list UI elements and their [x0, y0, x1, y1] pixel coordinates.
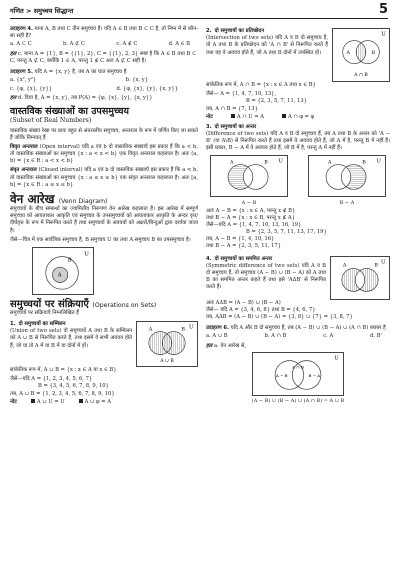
note-text: A ∩ φ = φ: [288, 113, 315, 120]
section-subtitle: (Venn Diagram): [58, 197, 108, 205]
intersection-example: [206, 91, 390, 121]
circle-b: [162, 332, 185, 355]
solution-text: d. दिया है, A = {x, y}, तब P(A) = {φ, {x}, {y}, {x, y}}: [17, 95, 153, 102]
option-a: a. A ⊂ C: [10, 41, 32, 48]
example-5: [10, 69, 198, 103]
bullet-icon: [231, 114, 235, 118]
paragraph: जैसे—चित्र में एक सार्वत्रिक समुच्चय है, B समुच्चय U का तथा A समुच्चय B का उपसमुच्चय है।: [10, 236, 191, 243]
section-title-text: समुच्चयों पर संक्रियाएँ: [10, 298, 89, 310]
example-question: यदि A = {x, y} है, तब A का घात समुच्चय है: [34, 68, 127, 75]
page-number: 5: [378, 2, 388, 17]
option-b: b. {x, y}: [125, 77, 148, 84]
option-d: d. A ∈ B: [168, 41, 190, 48]
solution-text: a. वेन आरेख से,: [213, 342, 247, 349]
item-heading: दो समुच्चयों का सम्मिलन: [18, 321, 66, 328]
term-text: (Open interval) यदि a एवं b दो वास्तविक संख्याएँ इस प्रकार हैं कि a < b, तो वास्तविक संख्याओं का समुच्चय {x : a < x < b} एक विवृत अन्तराल कहलाता है। अतः (a, b) = {x ∈ R : a < x < b}: [10, 143, 199, 165]
example-line: जैसे—यदि A = {1, 2, 3, 4, 5, 6, 7}: [10, 376, 93, 383]
section-subtitle: (Subset of Real Numbers): [10, 116, 92, 124]
bullet-icon: [31, 399, 35, 403]
paragraph: वास्तविक संख्या रेखा पर प्रायः बहुत से अंतरालीय समुच्चय, अन्तराल के रूप में वर्णित किए जा सकते हैं जोकि निम्नवत् हैं: [10, 127, 198, 141]
options-row: [206, 333, 390, 340]
symbolic-form: सांकेतिक रूप में, A ∩ B = {x : x ∈ A तथा x ∈ B}: [206, 82, 316, 88]
term: संवृत अन्तराल: [10, 167, 37, 174]
paragraph: (Union of two sets) दो समुच्चयों A तथा B के सम्मिलन को A ∪ B से निरूपित करते हैं, तथा इसमें वे सभी अवयव होते हैं, जो या तो A में या B में या दोनों में हों।: [10, 328, 132, 349]
item-number: 1.: [10, 321, 16, 328]
paragraph: (Intersection of two sets) यदि A व B दो समुच्चय हैं, तो A तथा B के प्रतिच्छेदन को 'A ∩ B' से निरूपित करते हैं तथा यह वे अवयव होते हैं, जो A तथा B दोनों में उपस्थित हों।: [206, 35, 328, 56]
example-6: [206, 325, 390, 404]
item-heading: दो समुच्चयों का अन्तर: [214, 123, 257, 130]
difference-example: [206, 208, 390, 251]
label-b: B: [362, 160, 366, 166]
option-a: a. {x², y²}: [10, 77, 37, 84]
example-line: B = {3, 4, 5, 6, 7, 8, 9, 10}: [38, 383, 109, 390]
label-a: A: [57, 272, 62, 279]
section-subtitle: (Operations on Sets): [92, 301, 157, 309]
venn-diagram-union: [136, 321, 198, 367]
label-u: U: [189, 324, 194, 331]
numbered-heading: [206, 124, 390, 131]
option-c: c. {φ, {x}, {y}}: [10, 86, 53, 93]
page-header: [10, 2, 388, 19]
example-line: जैसे— यदि A = {3, 4, 6, 8} तथा B = {4, 6, 7}: [206, 306, 316, 313]
example-question: यदि A और B दो समुच्चय हैं, तब (A − B) ∪ (B − A) ∪ (A ∩ B) बराबर है: [230, 325, 386, 332]
note-text: A ∪ U = U: [36, 398, 65, 405]
left-column: [10, 26, 198, 406]
label-b: B: [371, 51, 376, 57]
options-row: [10, 41, 198, 48]
option-c: c. A: [323, 333, 334, 340]
venn-diagram-subset: [32, 247, 94, 295]
solution-label: हल: [206, 342, 213, 349]
note-item: [79, 399, 111, 406]
item-number: 3.: [206, 123, 212, 130]
section-title-ops: [10, 299, 198, 310]
caption: (A − B) ∪ (B − A) ∪ (A ∩ B) = A ∪ B: [251, 397, 345, 404]
example-line: जैसे—यदि A = {1, 4, 7, 10, 13, 16, 19}: [206, 221, 302, 228]
label-a: A: [148, 327, 153, 333]
example-line: B = {2, 3, 5, 7, 11, 13}: [246, 98, 307, 105]
option-a: a. A ∪ B: [206, 333, 228, 340]
option-b: b. A ∩ B: [264, 333, 287, 340]
note-item: [31, 399, 65, 406]
label-a-minus-b: A − B: [275, 372, 288, 378]
paragraph: (Symmetric difference of two sets) यदि A व B दो समुच्चय हैं, तो समुच्चय (A − B) ∪ (B − A) को A तथा B का सममित अन्तर कहते हैं तथा इसे 'AΔB' से निरूपित करते हैं।: [206, 262, 326, 291]
union-example: [10, 376, 198, 406]
example-question: माना A, B तथा C तीन समुच्चय हैं। यदि A ∈ B तथा B ⊂ C है, तो निम्न में से कौन-सा सही है?: [10, 26, 198, 40]
example-line: तथा B − A = {x : x ∈ B, परन्तु x ∉ A}: [206, 214, 295, 221]
label-a-intersect-b: A ∩ B: [292, 363, 304, 369]
venn-diagram-symmetric-difference: [330, 256, 390, 300]
paragraph: (Difference of two sets) यदि A व B दो समुच्चय हैं, तब A तथा B के अन्तर को 'A − B' (या A\B) से निरूपित करते हैं तथा इसमें वे अवयव होते हैं, जो A में है, परन्तु B में नहीं हैं। इसी प्रकार, B − A में वे अवयव होते हैं, जो B में है, परन्तु A में नहीं हैं।: [206, 131, 390, 152]
paragraph: समुच्चयों के बीच सम्बन्धों का ज्यामितीय निरूपण वेन आरेख कहलाता है। इस आरेख में सम्पूर्ण समुच्चय को आयताकार आकृति एवं समुच्चय के उपसमुच्चयों को आयताकार आकृति के अन्दर वृत्त/दीर्घवृत्त के रूप में निरूपित करते हैं तथा समुच्चयों के अवयवों को अक्षरों/बिन्दुओं द्वारा दर्शाया जाता है।: [10, 206, 198, 234]
note-item: [231, 114, 264, 121]
example-line: B = {2, 3, 5, 7, 11, 13, 17, 19}: [246, 229, 327, 236]
breadcrumb: गणित > समुच्चय सिद्धान्त: [10, 7, 74, 16]
note-row: [10, 399, 198, 406]
example-line: अतः AΔB = (A − B) ∪ (B − A): [206, 299, 281, 306]
label-u: U: [278, 158, 283, 165]
symmetric-difference-example: [206, 300, 390, 322]
venn-diagram-a-minus-b: [210, 155, 288, 197]
section-title-text: वेन आरेख: [10, 191, 55, 206]
option-b: b. A ⊄ C: [63, 41, 86, 48]
option-c: c. A ∉ C: [116, 41, 138, 48]
numbered-heading: [206, 256, 326, 263]
option-d: d. {φ, {x}, {y}, {x, y}}: [116, 86, 178, 93]
paragraph-open-interval: [10, 144, 198, 166]
label-u: U: [84, 251, 89, 258]
example-line: तब, AΔB = (A − B) ∪ (B − A) = {3, 8} ∪ {7} = {3, 8, 7}: [206, 313, 353, 320]
label-b-minus-a: B − A: [308, 372, 321, 378]
note-label: नोट: [206, 113, 213, 120]
paragraph: समुच्चयों पर संक्रियाएँ निम्नलिखित हैं: [10, 309, 79, 316]
label-b: B: [67, 257, 72, 264]
paragraph-closed-interval: [10, 167, 198, 189]
label-a: A: [346, 51, 351, 57]
label-a: A: [342, 263, 347, 269]
label-b: B: [181, 327, 185, 333]
solution-text: c. माना A = {1}, B = {{1}, 2}, C = {{1}, 2, 3} स्पष्ट है कि A ∈ B तथा B ⊂ C, परन्तु A ⊄ C, क्योंकि 1 ∈ A, परन्तु 1 ∉ C अतः A ⊄ C सही है।: [10, 50, 197, 64]
label-b: B: [264, 160, 268, 166]
example-label: उदाहरण 4.: [10, 26, 33, 32]
term-text: (Closed interval) यदि a एवं b दो वास्तविक संख्याएँ इस प्रकार हैं कि a < b, तो वास्तविक संख्याओं का समुच्चय {x : a ≤ x ≤ b} एक संवृत अन्तराल कहलाता है। अतः [a, b] = {x ∈ R : a ≤ x ≤ b}: [10, 167, 198, 188]
caption: A − B: [241, 199, 257, 206]
bullet-icon: [79, 399, 83, 403]
solution-label: हल: [10, 50, 17, 57]
venn-diagram-example-6: [252, 352, 344, 396]
caption: A ∩ B: [354, 73, 368, 79]
item-number: 4.: [206, 255, 212, 262]
note-row: [206, 114, 390, 121]
right-column: [206, 26, 390, 409]
label-u: U: [381, 31, 386, 38]
symmetric-difference-block: [206, 254, 390, 300]
item-heading: दो समुच्चयों का प्रतिच्छेदन: [214, 28, 265, 34]
solution-label: हल: [10, 95, 17, 102]
example-line: तब, A − B = {1, 4, 10, 16}: [206, 236, 275, 243]
term: विवृत अन्तराल: [10, 143, 38, 150]
label-u: U: [376, 158, 381, 165]
intersection-block: [206, 26, 390, 82]
option-d: d. B': [370, 333, 382, 340]
example-label: उदाहरण 6.: [206, 325, 229, 332]
note-text: A ∪ φ = A: [84, 398, 112, 405]
note-item: [282, 114, 314, 121]
example-line: तथा B − A = {2, 3, 5, 11, 17}: [206, 243, 282, 250]
label-b: B: [374, 263, 378, 269]
section-title: वास्तविक संख्याओं का उपसमुच्चय: [10, 105, 130, 117]
union-block: [10, 319, 198, 367]
symbolic-form: सांकेतिक रूप में, A ∪ B = {x : x ∈ A या x ∈ B}: [10, 367, 117, 374]
example-4: [10, 26, 198, 65]
section-title-venn: [10, 193, 198, 206]
item-heading: दो समुच्चयों का सममित अन्तर: [214, 255, 273, 262]
example-label: उदाहरण 5.: [10, 68, 33, 75]
example-line: तब, A ∪ B = {1, 2, 3, 4, 5, 6, 7, 8, 9, 10}: [10, 390, 115, 397]
example-line: तब, A ∩ B = {7, 13}: [206, 105, 258, 112]
options-row: [10, 86, 198, 93]
caption: B − A: [339, 199, 355, 206]
example-line: जैसे— A = {1, 4, 7, 10, 13},: [206, 91, 277, 98]
label-u: U: [334, 355, 339, 362]
item-number: 2.: [206, 28, 212, 34]
label-a: A: [327, 160, 332, 166]
label-u: U: [381, 259, 386, 266]
label-a: A: [229, 160, 234, 166]
venn-diagram-intersection: [332, 28, 390, 82]
example-line: अतः A − B = {x : x ∈ A, परन्तु x ∉ B}: [206, 207, 296, 214]
caption: A ∪ B: [160, 359, 174, 365]
difference-diagrams: [206, 155, 390, 207]
note-label: नोट: [10, 398, 17, 405]
note-text: A ∩ U = A: [236, 113, 264, 120]
bullet-icon: [282, 114, 286, 118]
venn-diagram-b-minus-a: [308, 155, 386, 197]
options-row: [10, 77, 198, 84]
